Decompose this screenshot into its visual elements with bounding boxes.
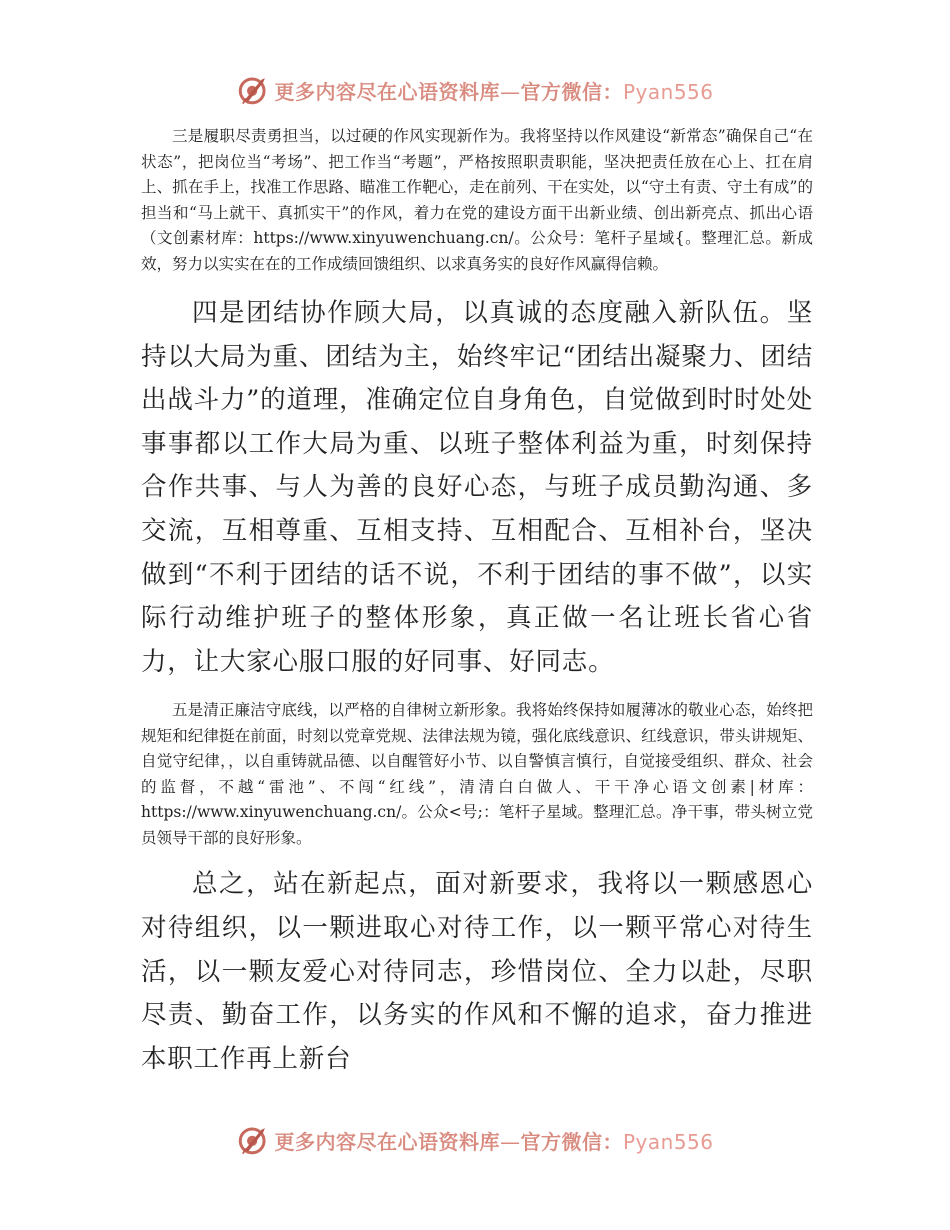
quill-logo-icon [236,73,270,107]
header-contact-handle: Pyan556 [622,79,714,104]
paragraph-three: 三是履职尽责勇担当，以过硬的作风实现新作为。我将坚持以作风建设“新常态”确保自己“在状态”，把岗位当“考场”、把工作当“考题”，严格按照职责职能，坚决把责任放在心上、扛在肩上、抓在手上，找准工作思路、瞄准工作靶心，走在前列、干在实处，以“守土有责、守土有成”的担当和“马上就干、真抓实干”的作风，着力在党的建设方面干出新业绩、创出新亮点、抓出心语（文创素材库：https://www.xinyuwenchuang.cn/。公众号：笔杆子星域{。整理汇总。新成效，努力以实实在在的工作成绩回馈组织、以求真务实的良好作风赢得信赖。 [141,127,813,273]
header-banner-title: 更多内容尽在心语资料库 [274,79,500,104]
paragraph-conclusion: 总之，站在新起点，面对新要求，我将以一颗感恩心对待组织，以一颗进取心对待工作，以一颗平常心对待生活，以一颗友爱心对待同志，珍惜岗位、全力以赴，尽职尽责、勤奋工作，以务实的作风和不懈的追求，奋力推进本职工作再上新台 [141,869,813,1074]
footer-banner-title: 更多内容尽在心语资料库 [274,1129,500,1154]
footer-separator: — [499,1129,521,1154]
quill-logo-icon [236,1123,270,1157]
header-separator: — [499,79,521,104]
header-contact-label: 官方微信： [520,79,623,104]
header-banner [0,70,950,110]
footer-banner-text [274,1126,713,1155]
footer-contact-handle: Pyan556 [622,1129,714,1154]
document-body [141,124,813,1081]
footer-banner [0,1120,950,1160]
footer-contact-label: 官方微信： [520,1129,623,1154]
paragraph-five: 五是清正廉洁守底线，以严格的自律树立新形象。我将始终保持如履薄冰的敬业心态，始终把规矩和纪律挺在前面，时刻以党章党规、法律法规为镜，强化底线意识、红线意识，带头讲规矩、自觉守纪律，，以自重铸就品德、以自醒管好小节、以自警慎言慎行，自觉接受组织、群众、社会的监督，不越“雷池”、不闯“红线”，清清白白做人、干干净心语文创素|材库：https://www.xinyuwenchuang.cn/。公众<号;：笔杆子星域。整理汇总。净干事，带头树立党员领导干部的良好形象。 [141,701,813,847]
paragraph-four: 四是团结协作顾大局，以真诚的态度融入新队伍。坚持以大局为重、团结为主，始终牢记“团结出凝聚力、团结出战斗力”的道理，准确定位自身角色，自觉做到时时处处事事都以工作大局为重、以班子整体利益为重，时刻保持合作共事、与人为善的良好心态，与班子成员勤沟通、多交流，互相尊重、互相支持、互相配合、互相补台，坚决做到“不利于团结的话不说，不利于团结的事不做”，以实际行动维护班子的整体形象，真正做一名让班长省心省力，让大家心服口服的好同事、好同志。 [141,298,813,677]
header-banner-text [274,76,713,105]
